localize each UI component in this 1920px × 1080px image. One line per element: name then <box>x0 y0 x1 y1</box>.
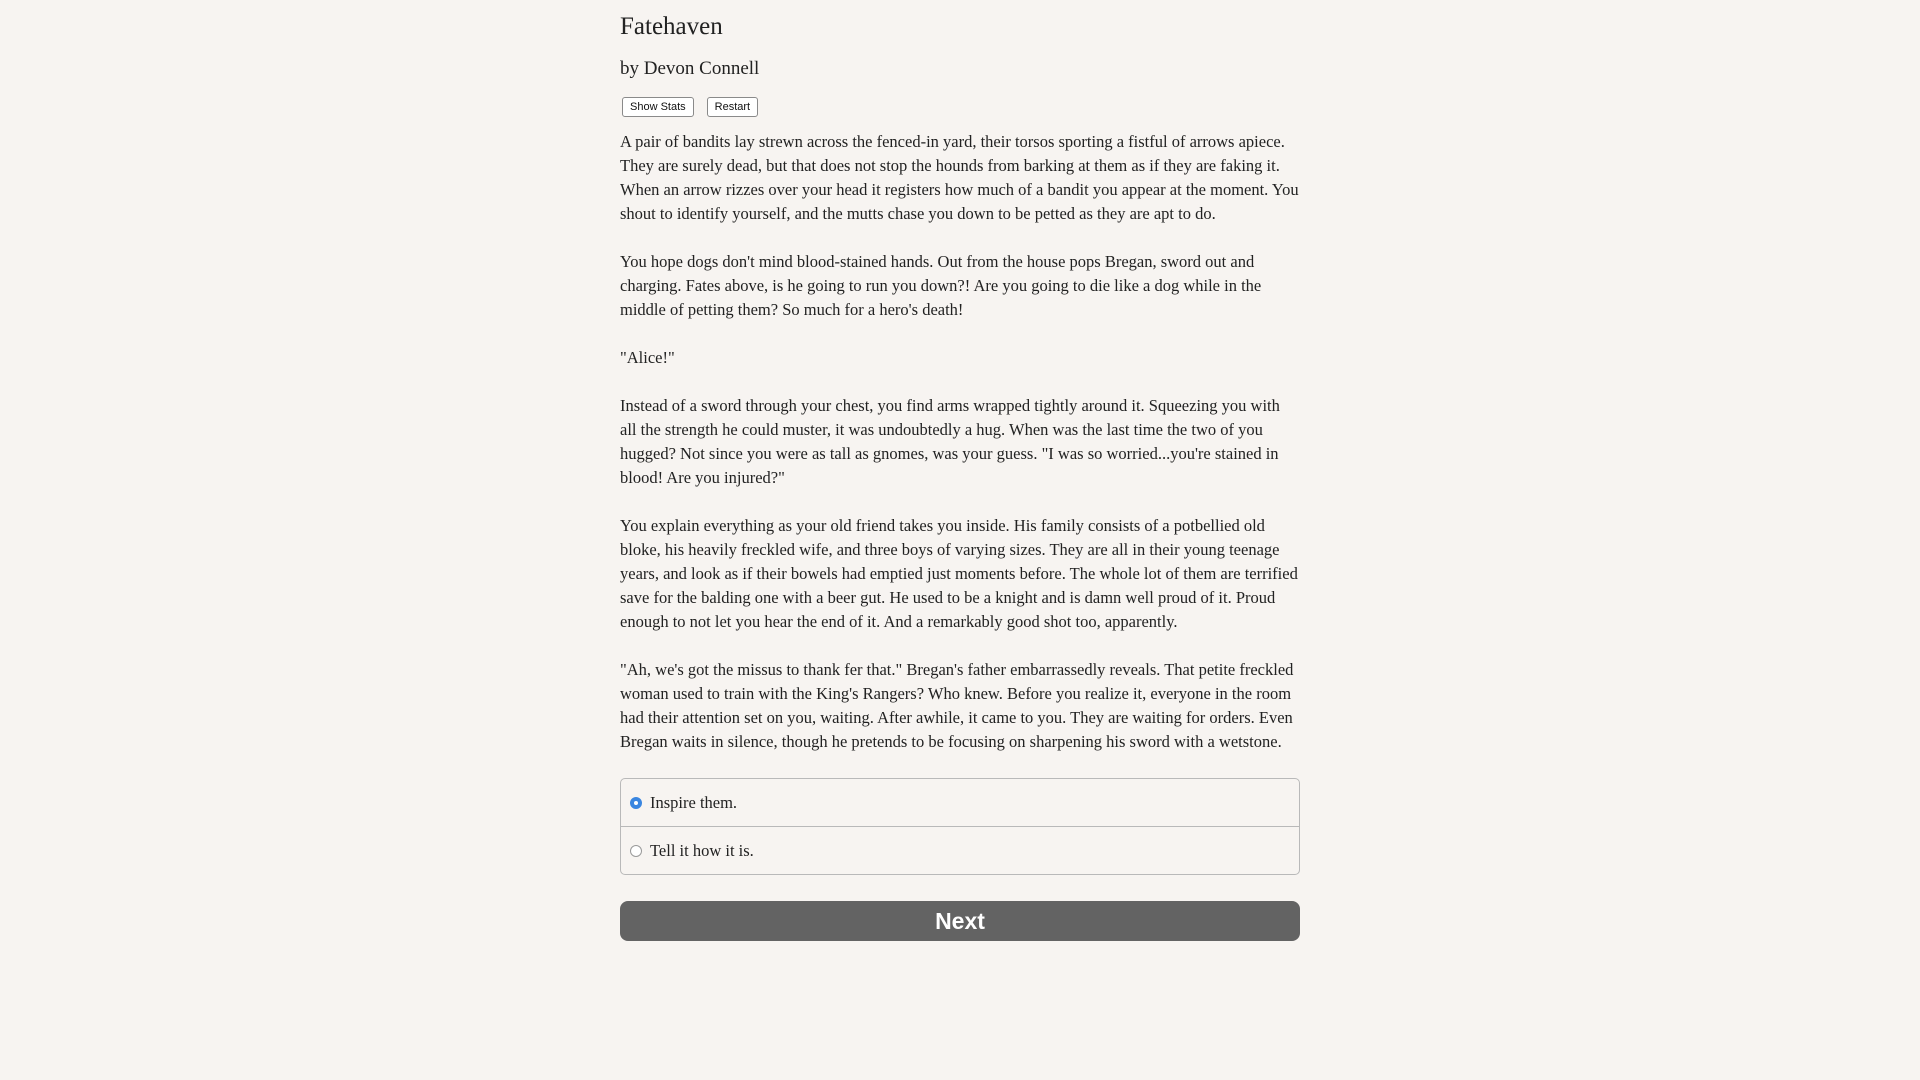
radio-selected-icon[interactable] <box>630 797 642 809</box>
choice-option-inspire[interactable] <box>621 779 1299 826</box>
radio-unselected-icon[interactable] <box>630 845 642 857</box>
choice-option-tell[interactable] <box>621 826 1299 874</box>
choice-label: Tell it how it is. <box>650 840 754 860</box>
story-paragraph: You hope dogs don't mind blood-stained hands. Out from the house pops Bregan, sword out and charging. Fates above, is he going to run you down?! Are you going to die like a dog while in the middle of petting them? So much for a hero's death! <box>620 252 1262 319</box>
story-paragraph: "Alice!" <box>620 348 675 367</box>
restart-button[interactable]: Restart <box>707 97 758 117</box>
next-button[interactable]: Next <box>620 901 1300 941</box>
toolbar <box>620 97 1300 117</box>
game-container <box>620 0 1300 941</box>
game-author: by Devon Connell <box>620 58 760 79</box>
show-stats-button[interactable]: Show Stats <box>622 97 694 117</box>
game-title: Fatehaven <box>620 13 723 40</box>
story-paragraph: You explain everything as your old friend takes you inside. His family consists of a potbellied old bloke, his heavily freckled wife, and three boys of varying sizes. They are all in their young teenage years, and look as if their bowels had emptied just moments before. The whole lot of them are terrified save for the balding one with a beer gut. He used to be a knight and is damn well proud of it. Proud enough to not let you hear the end of it. And a remarkably good shot too, apparently. <box>620 516 1298 631</box>
choice-label: Inspire them. <box>650 792 738 812</box>
story-text <box>620 130 1300 754</box>
story-paragraph: A pair of bandits lay strewn across the fenced-in yard, their torsos sporting a fistful of arrows apiece. They are surely dead, but that does not stop the hounds from barking at them as if they are faking it. When an arrow rizzes over your head it registers how much of a bandit you appear at the moment. You shout to identify yourself, and the mutts chase you down to be petted as they are apt to do. <box>620 132 1299 223</box>
choice-list <box>620 778 1300 875</box>
story-paragraph: "Ah, we's got the missus to thank fer that." Bregan's father embarrassedly reveals. That petite freckled woman used to train with the King's Rangers? Who knew. Before you realize it, everyone in the room had their attention set on you, waiting. After awhile, it came to you. They are waiting for orders. Even Bregan waits in silence, though he pretends to be focusing on sharpening his sword with a wetstone. <box>620 660 1294 751</box>
story-paragraph: Instead of a sword through your chest, you find arms wrapped tightly around it. Squeezing you with all the strength he could muster, it was undoubtedly a hug. When was the last time the two of you hugged? Not since you were as tall as gnomes, was your guess. "I was so worried...you're stained in blood! Are you injured?" <box>620 396 1280 487</box>
